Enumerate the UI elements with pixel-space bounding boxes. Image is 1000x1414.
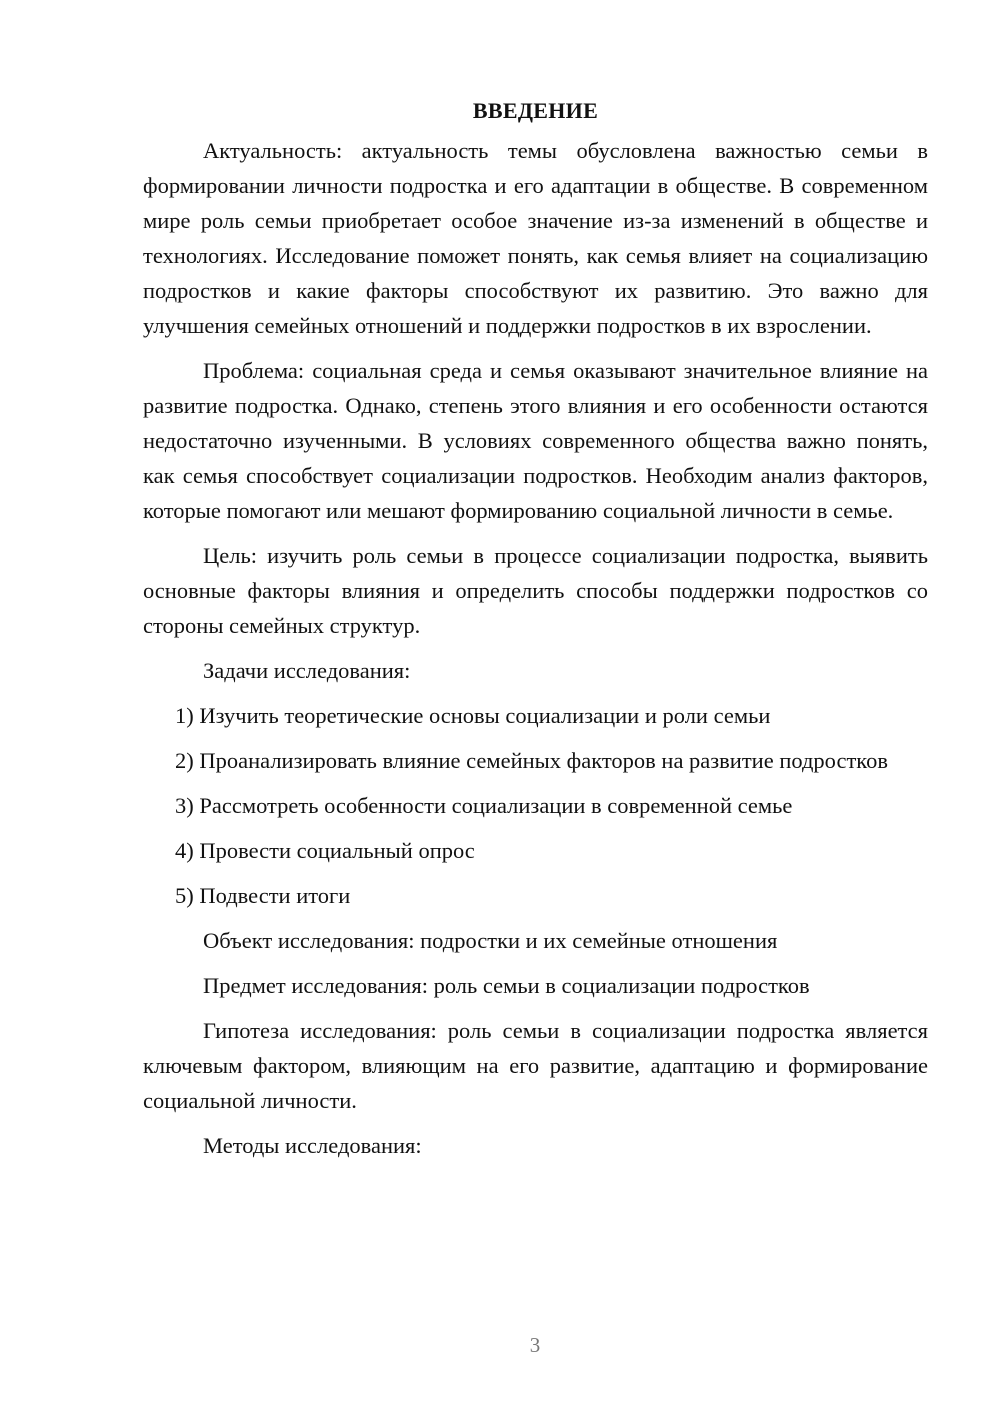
tasks-heading: Задачи исследования: [203, 658, 411, 683]
task-item-1: 1) Изучить теоретические основы социализации и роли семьи [175, 703, 771, 728]
problem-paragraph: Проблема: социальная среда и семья оказывают значительное влияние на развитие подростка. Однако, степень этого влияния и его особенности остаются недостаточно изученными. В условиях современного общества важно понять, как семья способствует социализации подростков. Необходим анализ факторов, которые помогают или мешают формированию социальной личности в семье. [143, 358, 928, 523]
task-item-4: 4) Провести социальный опрос [175, 838, 475, 863]
page-content [143, 95, 928, 1173]
goal-paragraph: Цель: изучить роль семьи в процессе социализации подростка, выявить основные факторы влияния и определить способы поддержки подростков со стороны семейных структур. [143, 543, 928, 638]
object-paragraph: Объект исследования: подростки и их семейные отношения [203, 928, 778, 953]
task-item-5: 5) Подвести итоги [175, 883, 351, 908]
section-title: ВВЕДЕНИЕ [472, 98, 599, 123]
page-number: 3 [529, 1333, 541, 1357]
task-item-2: 2) Проанализировать влияние семейных факторов на развитие подростков [175, 748, 888, 773]
subject-paragraph: Предмет исследования: роль семьи в социализации подростков [203, 973, 810, 998]
relevance-paragraph: Актуальность: актуальность темы обусловлена важностью семьи в формировании личности подростка и его адаптации в обществе. В современном мире роль семьи приобретает особое значение из-за изменений в обществе и технологиях. Исследование поможет понять, как семья влияет на социализацию подростков и какие факторы способствуют их развитию. Это важно для улучшения семейных отношений и поддержки подростков в их взрослении. [143, 138, 928, 338]
methods-heading: Методы исследования: [203, 1133, 422, 1158]
task-item-3: 3) Рассмотреть особенности социализации в современной семье [175, 793, 793, 818]
hypothesis-paragraph: Гипотеза исследования: роль семьи в социализации подростка является ключевым фактором, влияющим на его развитие, адаптацию и формирование социальной личности. [143, 1018, 928, 1113]
